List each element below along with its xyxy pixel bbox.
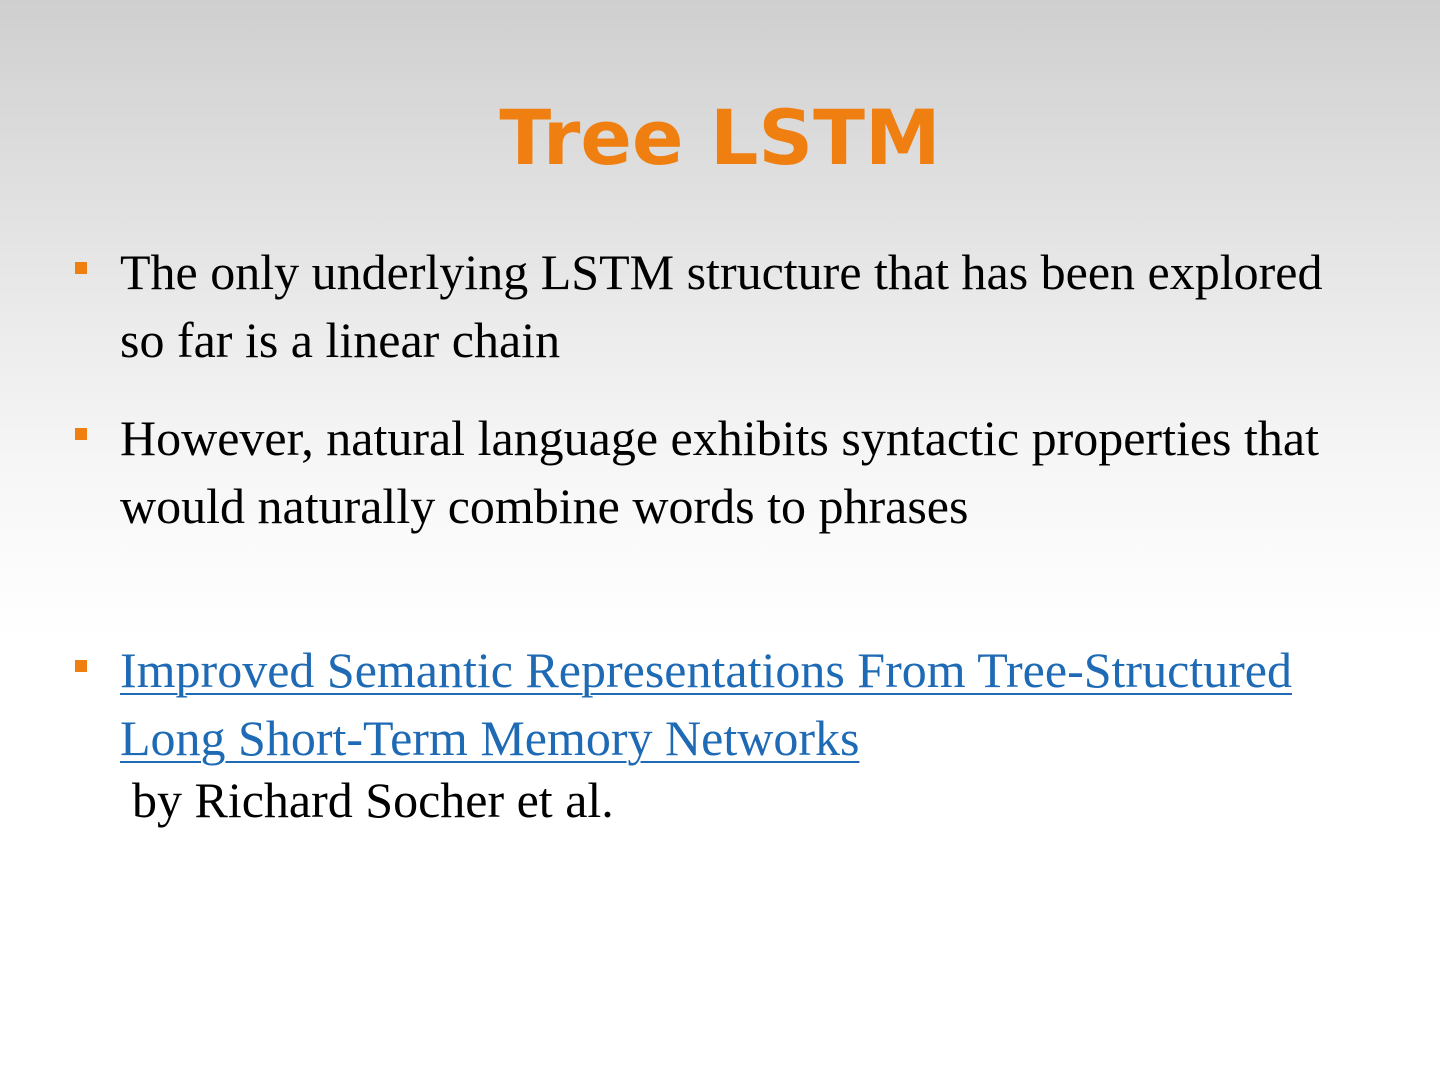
bullet-text: The only underlying LSTM structure that has been explored so far is a linear chain: [120, 244, 1323, 368]
bullet-text-with-link: [120, 636, 1360, 834]
square-bullet-icon: [75, 428, 87, 440]
paper-link[interactable]: Improved Semantic Representations From Tree-Structured Long Short-Term Memory Networks: [120, 642, 1292, 766]
author-text: by Richard Socher et al.: [132, 772, 614, 828]
bullet-text: However, natural language exhibits syntactic properties that would naturally combine words to phrases: [120, 410, 1319, 534]
square-bullet-icon: [75, 660, 87, 672]
square-bullet-icon: [75, 262, 87, 274]
slide-title: Tree LSTM: [499, 93, 941, 182]
